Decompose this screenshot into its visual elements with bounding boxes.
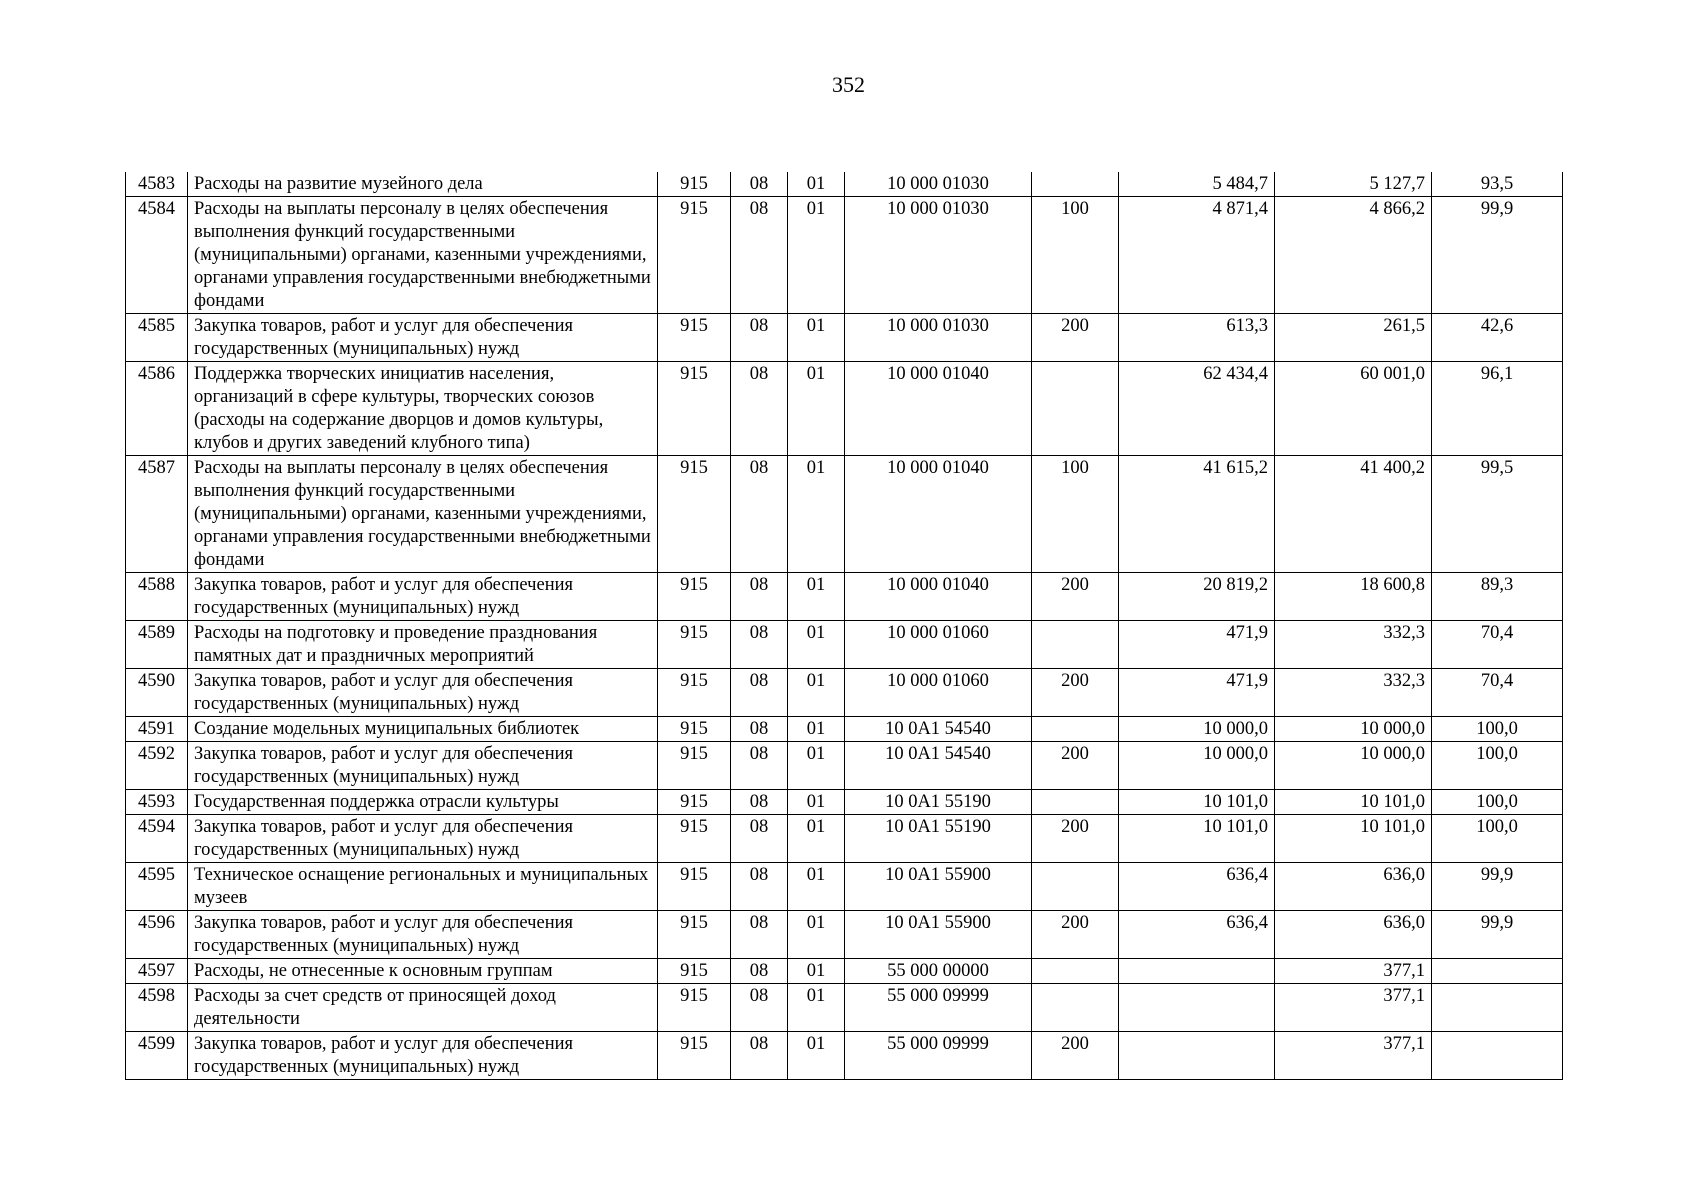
row-pr: 01 bbox=[788, 456, 845, 573]
row-plan bbox=[1119, 959, 1275, 984]
row-pr: 01 bbox=[788, 742, 845, 790]
row-rz: 08 bbox=[731, 717, 788, 742]
table-row bbox=[126, 1032, 1563, 1080]
row-rz: 08 bbox=[731, 1032, 788, 1080]
row-rz: 08 bbox=[731, 984, 788, 1032]
row-fact: 5 127,7 bbox=[1275, 172, 1432, 197]
row-csr: 10 000 01040 bbox=[845, 362, 1032, 456]
row-ved: 915 bbox=[658, 172, 731, 197]
row-plan: 5 484,7 bbox=[1119, 172, 1275, 197]
row-name: Расходы, не отнесенные к основным группам bbox=[188, 959, 658, 984]
row-rz: 08 bbox=[731, 197, 788, 314]
row-pr: 01 bbox=[788, 172, 845, 197]
row-name: Закупка товаров, работ и услуг для обеспечения государственных (муниципальных) нужд bbox=[188, 669, 658, 717]
row-vr: 200 bbox=[1032, 742, 1119, 790]
row-fact: 332,3 bbox=[1275, 621, 1432, 669]
row-csr: 55 000 09999 bbox=[845, 1032, 1032, 1080]
row-vr bbox=[1032, 863, 1119, 911]
row-ved: 915 bbox=[658, 456, 731, 573]
row-ved: 915 bbox=[658, 573, 731, 621]
table-row bbox=[126, 621, 1563, 669]
row-vr: 200 bbox=[1032, 1032, 1119, 1080]
row-pct: 99,5 bbox=[1432, 456, 1563, 573]
row-pct: 100,0 bbox=[1432, 717, 1563, 742]
table-row bbox=[126, 742, 1563, 790]
row-fact: 10 000,0 bbox=[1275, 742, 1432, 790]
row-pr: 01 bbox=[788, 621, 845, 669]
row-rz: 08 bbox=[731, 790, 788, 815]
row-fact: 636,0 bbox=[1275, 911, 1432, 959]
row-vr bbox=[1032, 984, 1119, 1032]
row-number: 4596 bbox=[126, 911, 188, 959]
row-ved: 915 bbox=[658, 790, 731, 815]
row-ved: 915 bbox=[658, 959, 731, 984]
row-fact: 41 400,2 bbox=[1275, 456, 1432, 573]
row-csr: 10 0A1 55190 bbox=[845, 790, 1032, 815]
row-pr: 01 bbox=[788, 911, 845, 959]
row-rz: 08 bbox=[731, 362, 788, 456]
table-row bbox=[126, 959, 1563, 984]
row-csr: 10 000 01030 bbox=[845, 314, 1032, 362]
row-pct: 100,0 bbox=[1432, 742, 1563, 790]
table-row bbox=[126, 911, 1563, 959]
row-csr: 10 0A1 54540 bbox=[845, 742, 1032, 790]
row-pr: 01 bbox=[788, 669, 845, 717]
row-fact: 261,5 bbox=[1275, 314, 1432, 362]
row-plan: 41 615,2 bbox=[1119, 456, 1275, 573]
row-name: Государственная поддержка отрасли культуры bbox=[188, 790, 658, 815]
row-pr: 01 bbox=[788, 314, 845, 362]
row-number: 4594 bbox=[126, 815, 188, 863]
row-ved: 915 bbox=[658, 621, 731, 669]
row-number: 4595 bbox=[126, 863, 188, 911]
row-name: Закупка товаров, работ и услуг для обеспечения государственных (муниципальных) нужд bbox=[188, 911, 658, 959]
row-pr: 01 bbox=[788, 959, 845, 984]
row-ved: 915 bbox=[658, 815, 731, 863]
row-pr: 01 bbox=[788, 863, 845, 911]
row-csr: 55 000 00000 bbox=[845, 959, 1032, 984]
table-row bbox=[126, 669, 1563, 717]
row-plan: 20 819,2 bbox=[1119, 573, 1275, 621]
row-pr: 01 bbox=[788, 717, 845, 742]
row-name: Расходы на подготовку и проведение празднования памятных дат и праздничных мероприятий bbox=[188, 621, 658, 669]
row-ved: 915 bbox=[658, 1032, 731, 1080]
row-rz: 08 bbox=[731, 314, 788, 362]
row-csr: 10 0A1 54540 bbox=[845, 717, 1032, 742]
row-rz: 08 bbox=[731, 815, 788, 863]
table-row bbox=[126, 717, 1563, 742]
row-csr: 10 0A1 55900 bbox=[845, 863, 1032, 911]
row-rz: 08 bbox=[731, 172, 788, 197]
row-csr: 10 000 01040 bbox=[845, 456, 1032, 573]
row-pr: 01 bbox=[788, 573, 845, 621]
row-pct: 96,1 bbox=[1432, 362, 1563, 456]
row-plan: 10 000,0 bbox=[1119, 742, 1275, 790]
row-pct: 99,9 bbox=[1432, 911, 1563, 959]
row-pct: 99,9 bbox=[1432, 197, 1563, 314]
row-plan: 636,4 bbox=[1119, 863, 1275, 911]
table-row bbox=[126, 456, 1563, 573]
row-name: Закупка товаров, работ и услуг для обеспечения государственных (муниципальных) нужд bbox=[188, 815, 658, 863]
row-vr: 100 bbox=[1032, 197, 1119, 314]
row-csr: 55 000 09999 bbox=[845, 984, 1032, 1032]
table-body bbox=[126, 172, 1563, 1080]
row-fact: 10 101,0 bbox=[1275, 815, 1432, 863]
row-csr: 10 000 01060 bbox=[845, 669, 1032, 717]
row-fact: 18 600,8 bbox=[1275, 573, 1432, 621]
row-pct: 42,6 bbox=[1432, 314, 1563, 362]
row-ved: 915 bbox=[658, 197, 731, 314]
row-fact: 10 000,0 bbox=[1275, 717, 1432, 742]
row-name: Расходы на выплаты персоналу в целях обеспечения выполнения функций государственными (муниципальными) органами, казенными учреждениями, органами управления государственными внебюджетными фондами bbox=[188, 456, 658, 573]
row-name: Поддержка творческих инициатив населения, организаций в сфере культуры, творческих союзов (расходы на содержание дворцов и домов культуры, клубов и других заведений клубного типа) bbox=[188, 362, 658, 456]
row-number: 4587 bbox=[126, 456, 188, 573]
row-plan bbox=[1119, 984, 1275, 1032]
row-ved: 915 bbox=[658, 717, 731, 742]
row-rz: 08 bbox=[731, 742, 788, 790]
row-pct bbox=[1432, 984, 1563, 1032]
row-csr: 10 000 01030 bbox=[845, 172, 1032, 197]
row-number: 4589 bbox=[126, 621, 188, 669]
row-name: Расходы за счет средств от приносящей доход деятельности bbox=[188, 984, 658, 1032]
table-row bbox=[126, 362, 1563, 456]
row-vr bbox=[1032, 959, 1119, 984]
row-name: Закупка товаров, работ и услуг для обеспечения государственных (муниципальных) нужд bbox=[188, 573, 658, 621]
row-rz: 08 bbox=[731, 911, 788, 959]
row-ved: 915 bbox=[658, 984, 731, 1032]
row-pr: 01 bbox=[788, 1032, 845, 1080]
row-fact: 636,0 bbox=[1275, 863, 1432, 911]
row-vr bbox=[1032, 172, 1119, 197]
row-number: 4584 bbox=[126, 197, 188, 314]
row-number: 4590 bbox=[126, 669, 188, 717]
row-csr: 10 000 01030 bbox=[845, 197, 1032, 314]
row-pct: 100,0 bbox=[1432, 790, 1563, 815]
row-pct: 70,4 bbox=[1432, 621, 1563, 669]
row-plan: 636,4 bbox=[1119, 911, 1275, 959]
row-pct: 93,5 bbox=[1432, 172, 1563, 197]
row-rz: 08 bbox=[731, 456, 788, 573]
row-name: Закупка товаров, работ и услуг для обеспечения государственных (муниципальных) нужд bbox=[188, 1032, 658, 1080]
row-pr: 01 bbox=[788, 984, 845, 1032]
row-ved: 915 bbox=[658, 863, 731, 911]
table-row bbox=[126, 314, 1563, 362]
row-number: 4592 bbox=[126, 742, 188, 790]
row-number: 4583 bbox=[126, 172, 188, 197]
row-vr: 100 bbox=[1032, 456, 1119, 573]
table-row bbox=[126, 984, 1563, 1032]
row-number: 4585 bbox=[126, 314, 188, 362]
row-name: Техническое оснащение региональных и муниципальных музеев bbox=[188, 863, 658, 911]
row-fact: 4 866,2 bbox=[1275, 197, 1432, 314]
row-vr bbox=[1032, 790, 1119, 815]
budget-table bbox=[125, 172, 1563, 1080]
row-vr bbox=[1032, 362, 1119, 456]
row-fact: 377,1 bbox=[1275, 984, 1432, 1032]
row-pct: 99,9 bbox=[1432, 863, 1563, 911]
row-ved: 915 bbox=[658, 911, 731, 959]
row-number: 4593 bbox=[126, 790, 188, 815]
row-pct bbox=[1432, 959, 1563, 984]
row-vr bbox=[1032, 621, 1119, 669]
row-pr: 01 bbox=[788, 815, 845, 863]
row-csr: 10 000 01040 bbox=[845, 573, 1032, 621]
table-row bbox=[126, 197, 1563, 314]
row-name: Расходы на развитие музейного дела bbox=[188, 172, 658, 197]
row-ved: 915 bbox=[658, 669, 731, 717]
row-rz: 08 bbox=[731, 863, 788, 911]
row-fact: 60 001,0 bbox=[1275, 362, 1432, 456]
row-plan: 10 101,0 bbox=[1119, 790, 1275, 815]
row-fact: 332,3 bbox=[1275, 669, 1432, 717]
row-pct bbox=[1432, 1032, 1563, 1080]
table-row bbox=[126, 172, 1563, 197]
row-number: 4599 bbox=[126, 1032, 188, 1080]
row-number: 4591 bbox=[126, 717, 188, 742]
row-vr: 200 bbox=[1032, 573, 1119, 621]
row-ved: 915 bbox=[658, 742, 731, 790]
row-pr: 01 bbox=[788, 197, 845, 314]
row-rz: 08 bbox=[731, 959, 788, 984]
row-vr bbox=[1032, 717, 1119, 742]
row-name: Расходы на выплаты персоналу в целях обеспечения выполнения функций государственными (муниципальными) органами, казенными учреждениями, органами управления государственными внебюджетными фондами bbox=[188, 197, 658, 314]
row-name: Закупка товаров, работ и услуг для обеспечения государственных (муниципальных) нужд bbox=[188, 314, 658, 362]
table-row bbox=[126, 815, 1563, 863]
page-number: 352 bbox=[832, 72, 865, 97]
table-row bbox=[126, 863, 1563, 911]
row-number: 4588 bbox=[126, 573, 188, 621]
row-fact: 377,1 bbox=[1275, 959, 1432, 984]
row-number: 4597 bbox=[126, 959, 188, 984]
row-plan: 471,9 bbox=[1119, 669, 1275, 717]
row-rz: 08 bbox=[731, 669, 788, 717]
row-pct: 100,0 bbox=[1432, 815, 1563, 863]
row-ved: 915 bbox=[658, 362, 731, 456]
row-csr: 10 000 01060 bbox=[845, 621, 1032, 669]
row-name: Создание модельных муниципальных библиотек bbox=[188, 717, 658, 742]
row-pr: 01 bbox=[788, 362, 845, 456]
row-fact: 10 101,0 bbox=[1275, 790, 1432, 815]
row-fact: 377,1 bbox=[1275, 1032, 1432, 1080]
row-plan: 10 101,0 bbox=[1119, 815, 1275, 863]
row-vr: 200 bbox=[1032, 911, 1119, 959]
row-vr: 200 bbox=[1032, 815, 1119, 863]
row-csr: 10 0A1 55900 bbox=[845, 911, 1032, 959]
row-pct: 70,4 bbox=[1432, 669, 1563, 717]
row-pr: 01 bbox=[788, 790, 845, 815]
row-pct: 89,3 bbox=[1432, 573, 1563, 621]
row-plan: 4 871,4 bbox=[1119, 197, 1275, 314]
row-csr: 10 0A1 55190 bbox=[845, 815, 1032, 863]
row-ved: 915 bbox=[658, 314, 731, 362]
row-vr: 200 bbox=[1032, 669, 1119, 717]
row-plan: 62 434,4 bbox=[1119, 362, 1275, 456]
row-number: 4586 bbox=[126, 362, 188, 456]
row-plan: 10 000,0 bbox=[1119, 717, 1275, 742]
row-rz: 08 bbox=[731, 573, 788, 621]
row-vr: 200 bbox=[1032, 314, 1119, 362]
table-row bbox=[126, 790, 1563, 815]
row-plan: 471,9 bbox=[1119, 621, 1275, 669]
row-plan bbox=[1119, 1032, 1275, 1080]
row-name: Закупка товаров, работ и услуг для обеспечения государственных (муниципальных) нужд bbox=[188, 742, 658, 790]
row-number: 4598 bbox=[126, 984, 188, 1032]
table-row bbox=[126, 573, 1563, 621]
row-rz: 08 bbox=[731, 621, 788, 669]
row-plan: 613,3 bbox=[1119, 314, 1275, 362]
